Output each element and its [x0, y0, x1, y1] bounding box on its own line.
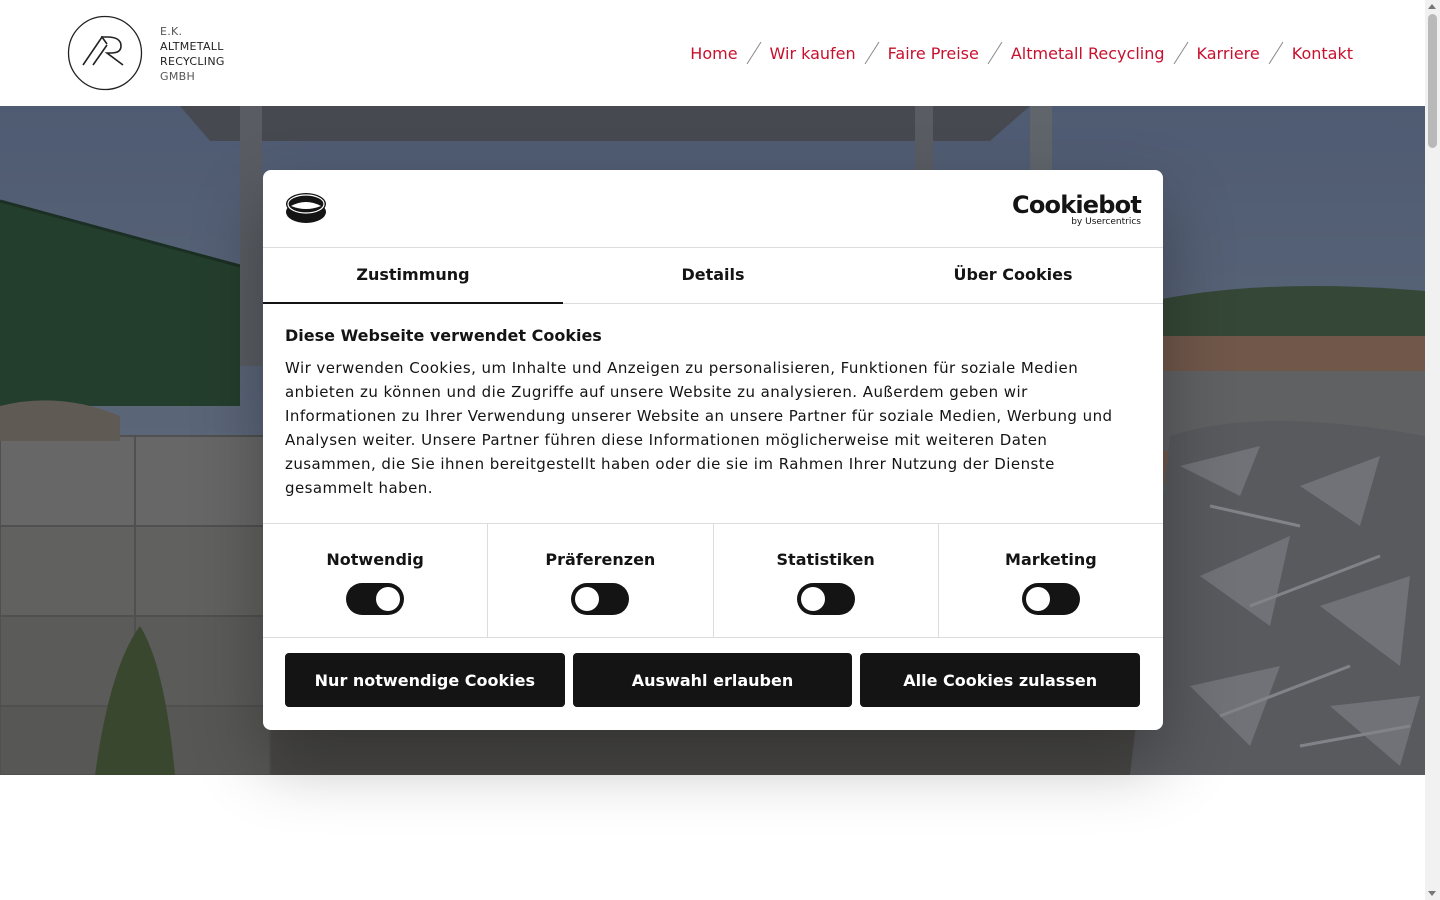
- toggle-label: Statistiken: [776, 550, 875, 569]
- nav-separator: [1260, 40, 1292, 66]
- logo-mark-icon: [67, 15, 145, 93]
- toggle-cell-notwendig: [263, 524, 488, 637]
- tab-ueber-cookies[interactable]: Über Cookies: [953, 265, 1073, 284]
- cookiebot-byline: by Usercentrics: [1071, 217, 1141, 227]
- toggle-cell-praeferenzen: [488, 524, 713, 637]
- toggle-knob: [801, 587, 825, 611]
- nav-separator: [979, 40, 1011, 66]
- site-header: [0, 0, 1425, 106]
- cookie-consent-dialog: [263, 170, 1163, 730]
- nav-separator: [1165, 40, 1197, 66]
- consent-toggles: [263, 523, 1163, 638]
- logo-line-4: GMBH: [160, 70, 196, 83]
- nav-wir-kaufen[interactable]: Wir kaufen: [769, 43, 856, 63]
- logo-line-2: ALTMETALL: [160, 40, 224, 53]
- logo-line-3: RECYCLING: [160, 55, 225, 68]
- nav-separator: [738, 40, 770, 66]
- dialog-title: Diese Webseite verwendet Cookies: [285, 326, 602, 345]
- dialog-buttons: [285, 653, 1140, 707]
- dialog-body: [285, 326, 1135, 500]
- nav-karriere[interactable]: Karriere: [1196, 43, 1260, 63]
- nav-faire-preise[interactable]: Faire Preise: [887, 43, 979, 63]
- allow-all-button[interactable]: Alle Cookies zulassen: [860, 653, 1140, 707]
- scroll-down-arrow-icon[interactable]: [1428, 891, 1436, 896]
- cookie-icon: [285, 192, 327, 224]
- logo-line-1: E.K.: [160, 25, 183, 38]
- toggle-marketing[interactable]: [1022, 583, 1080, 615]
- tab-zustimmung[interactable]: Zustimmung: [263, 248, 563, 303]
- toggle-statistiken[interactable]: [797, 583, 855, 615]
- toggle-label: Präferenzen: [545, 550, 656, 569]
- scrollbar-thumb[interactable]: [1428, 14, 1437, 148]
- nav-home[interactable]: Home: [690, 43, 738, 63]
- tab-details[interactable]: Details: [681, 265, 745, 284]
- toggle-knob: [376, 587, 400, 611]
- dialog-tabs: [263, 248, 1163, 304]
- necessary-only-button[interactable]: Nur notwendige Cookies: [285, 653, 565, 707]
- toggle-knob: [1026, 587, 1050, 611]
- allow-selection-button[interactable]: Auswahl erlauben: [573, 653, 853, 707]
- dialog-header: [263, 170, 1163, 248]
- toggle-notwendig[interactable]: [346, 583, 404, 615]
- cookiebot-wordmark: Cookiebot: [1012, 191, 1141, 219]
- nav-separator: [856, 40, 888, 66]
- cookiebot-logo[interactable]: [1012, 193, 1141, 227]
- main-nav: [690, 38, 1353, 68]
- company-logo[interactable]: [67, 15, 237, 91]
- logo-wordmark: [160, 24, 225, 84]
- nav-kontakt[interactable]: Kontakt: [1291, 43, 1353, 63]
- nav-altmetall-recycling[interactable]: Altmetall Recycling: [1010, 43, 1165, 63]
- toggle-label: Notwendig: [326, 550, 424, 569]
- toggle-label: Marketing: [1005, 550, 1097, 569]
- page-scrollbar[interactable]: [1425, 0, 1440, 900]
- dialog-description: Wir verwenden Cookies, um Inhalte und Anzeigen zu personalisieren, Funktionen für soziale Medien anbieten zu können und die Zugriffe auf unsere Website zu analysieren. Außerdem geben wir Informationen zu Ihrer Verwendung unserer Website an unsere Partner für soziale Medien, Werbung und Analysen weiter. Unsere Partner führen diese Informationen möglicherweise mit weiteren Daten zusammen, die Sie ihnen bereitgestellt haben oder die sie im Rahmen Ihrer Nutzung der Dienste gesammelt haben.: [285, 359, 1113, 497]
- toggle-cell-statistiken: [714, 524, 939, 637]
- toggle-praeferenzen[interactable]: [571, 583, 629, 615]
- toggle-knob: [575, 587, 599, 611]
- toggle-cell-marketing: [939, 524, 1163, 637]
- scroll-up-arrow-icon[interactable]: [1428, 4, 1436, 9]
